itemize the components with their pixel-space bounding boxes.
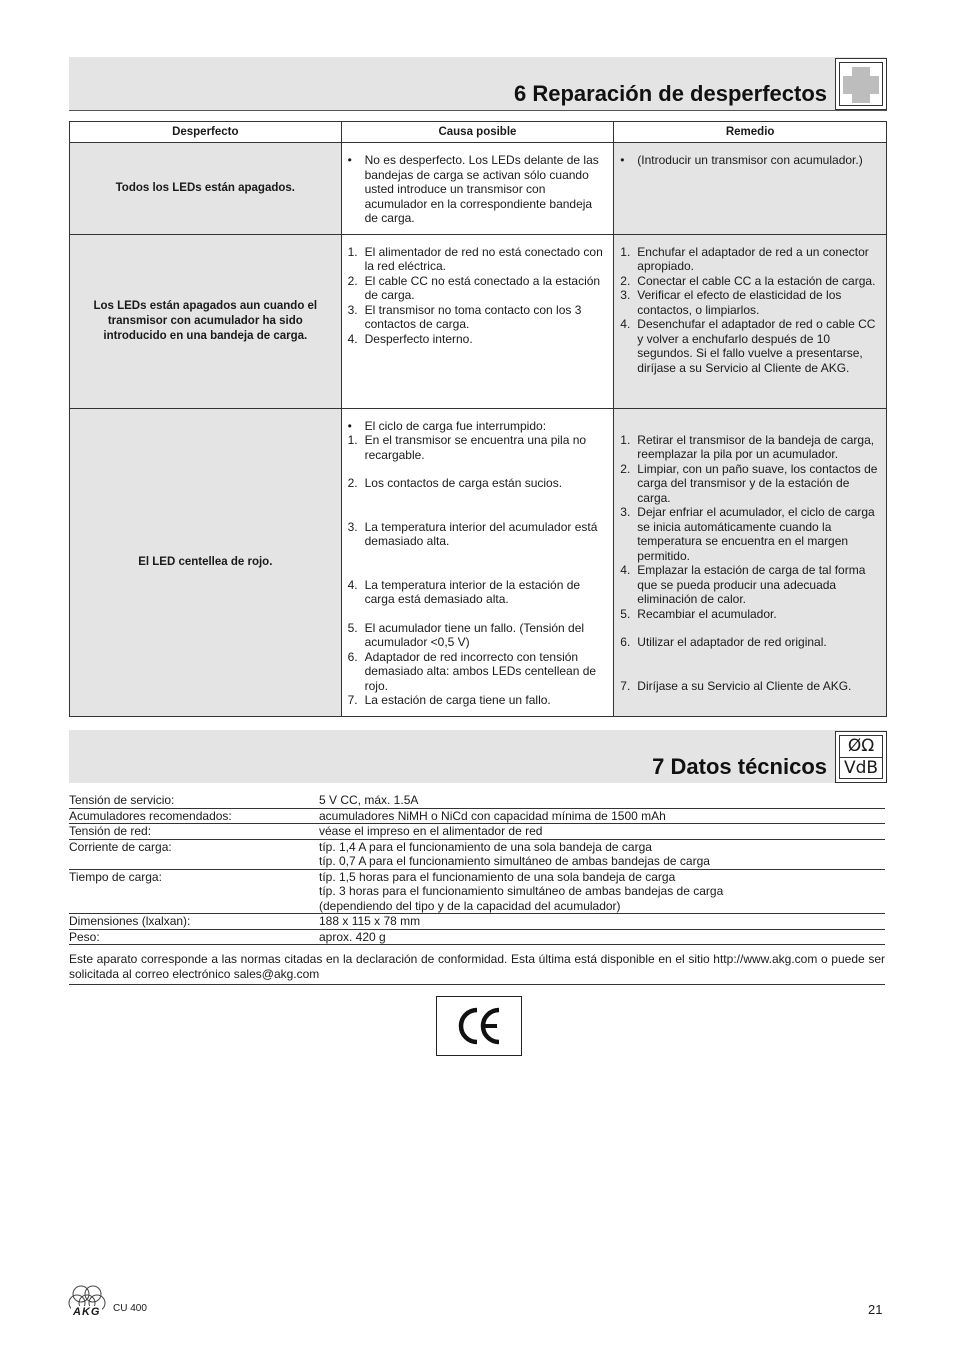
akg-logo-icon — [68, 1284, 108, 1320]
list-marker: 5. — [620, 606, 631, 621]
icon-text-bottom: VdB — [843, 758, 879, 778]
list-item-text: El acumulador tiene un fallo. (Tensión del acumulador <0,5 V) — [364, 620, 585, 649]
list-marker: 3. — [347, 302, 358, 317]
table-row — [70, 143, 887, 235]
spec-label: Tensión de servicio: — [69, 793, 175, 807]
remedy-list — [614, 143, 886, 176]
list-marker: 1. — [347, 433, 358, 447]
list-item — [346, 153, 608, 226]
list-marker: 5. — [347, 620, 358, 635]
remedy-cell — [614, 143, 887, 235]
cause-list — [342, 235, 614, 355]
spec-row — [69, 870, 885, 915]
column-header-cause: Causa posible — [341, 122, 614, 143]
column-header-problem: Desperfecto — [70, 122, 342, 143]
list-item-text: Desperfecto interno. — [364, 331, 473, 346]
list-marker: 3. — [347, 519, 358, 534]
cause-cell — [341, 143, 614, 235]
conformity-note: Este aparato corresponde a las normas citadas en la declaración de conformidad. Esta última está disponible en el sitio http://www.akg.com o puede ser solicitada al correo electrónico sales@akg.com — [69, 952, 885, 985]
list-item-text: Desenchufar el adaptador de red o cable CC y volver a enchufarlo después de 10 segundos. Si el fallo vuelve a presentarse, diríjase a su Servicio al Cliente de AKG. — [637, 317, 876, 375]
spec-label: Dimensiones (lxalxan): — [69, 914, 191, 928]
akg-logo-text: AKG — [73, 1306, 101, 1318]
spec-row — [69, 809, 885, 825]
list-item — [618, 153, 880, 168]
list-marker: 6. — [347, 649, 358, 664]
list-item-text: El ciclo de carga fue interrumpido: — [364, 418, 547, 433]
cause-cell — [341, 234, 614, 408]
remedy-list — [614, 235, 886, 384]
list-item-text: Recambiar el acumulador. — [637, 606, 777, 621]
problem-cell: Los LEDs están apagados aun cuando el transmisor con acumulador ha sido introducido en una bandeja de carga. — [70, 234, 342, 408]
problem-cell: El LED centellea de rojo. — [70, 408, 342, 716]
list-item — [346, 332, 608, 347]
list-item-text: Emplazar la estación de carga de tal forma que se pueda producir una adecuada eliminación de calor. — [637, 563, 866, 606]
list-item — [618, 462, 880, 506]
table-header-row — [70, 122, 887, 143]
list-item-text: Utilizar el adaptador de red original. — [637, 635, 827, 649]
list-marker: 2. — [347, 476, 358, 490]
list-item-text: Conectar el cable CC a la estación de carga. — [637, 273, 876, 288]
spec-label: Corriente de carga: — [69, 839, 172, 854]
list-item — [346, 520, 608, 549]
list-marker: 4. — [347, 331, 358, 346]
list-item — [346, 303, 608, 332]
cause-cell — [341, 408, 614, 716]
list-item-text: Retirar el transmisor de la bandeja de carga, reemplazar la pila por un acumulador. — [637, 432, 875, 461]
list-marker: 3. — [620, 288, 631, 302]
list-item — [618, 607, 880, 622]
remedy-cell — [614, 234, 887, 408]
icon-text-top: ØΩ — [840, 736, 882, 758]
list-item-text: Limpiar, con un paño suave, los contactos de carga del transmisor y de la estación de carga. — [637, 461, 878, 505]
spec-value: aprox. 420 g — [319, 929, 386, 944]
list-item — [618, 288, 880, 317]
list-marker: 4. — [620, 563, 631, 577]
list-item — [618, 635, 880, 650]
list-marker: 2. — [620, 461, 631, 476]
list-item-text: Diríjase a su Servicio al Cliente de AKG. — [637, 678, 852, 693]
list-item — [346, 245, 608, 274]
list-item-text: En el transmisor se encuentra una pila no recargable. — [364, 433, 587, 462]
problem-cell: Todos los LEDs están apagados. — [70, 143, 342, 235]
list-marker: 7. — [347, 693, 358, 707]
list-item-text: El transmisor no toma contacto con los 3 contactos de carga. — [364, 302, 582, 331]
spec-row — [69, 914, 885, 930]
spec-value: véase el impreso en el alimentador de red — [319, 824, 543, 838]
list-item — [346, 578, 608, 607]
list-item-text: La temperatura interior de la estación de carga está demasiado alta. — [364, 577, 581, 606]
spec-row — [69, 824, 885, 840]
section-7-header — [69, 730, 887, 783]
list-item — [346, 476, 608, 491]
list-item — [618, 245, 880, 274]
troubleshooting-table — [69, 121, 887, 717]
spec-row — [69, 793, 885, 809]
spec-label: Tiempo de carga: — [69, 869, 162, 884]
spec-value: típ. 1,4 A para el funcionamiento de una sola bandeja de carga típ. 0,7 A para el funcionamiento simultáneo de ambas bandejas de carga — [319, 839, 710, 868]
spec-value: acumuladores NiMH o NiCd con capacidad mínima de 1500 mAh — [319, 808, 666, 823]
list-item — [618, 317, 880, 375]
list-item — [346, 650, 608, 694]
list-item-text: Los contactos de carga están sucios. — [364, 476, 563, 490]
spec-row — [69, 930, 885, 946]
first-aid-cross-icon — [835, 58, 887, 110]
list-item-text: El cable CC no está conectado a la estación de carga. — [364, 273, 601, 302]
list-item-text: Verificar el efecto de elasticidad de los contactos, o limpiarlos. — [637, 288, 842, 317]
page-number: 21 — [868, 1302, 883, 1317]
list-item-text: Dejar enfriar el acumulador, el ciclo de carga se inicia automáticamente cuando la temperatura se encuentra en el margen permitido. — [637, 505, 875, 563]
list-item-text: El alimentador de red no está conectado con la red eléctrica. — [364, 244, 603, 273]
list-marker: 1. — [347, 244, 358, 259]
cause-list — [342, 143, 614, 234]
spec-value: 188 x 115 x 78 mm — [319, 914, 421, 928]
list-marker: 1. — [620, 244, 631, 259]
spec-label: Acumuladores recomendados: — [69, 808, 232, 823]
list-item-text: No es desperfecto. Los LEDs delante de las bandejas de carga se activan sólo cuando usted introduce un transmisor con acumulador en la correspondiente bandeja de carga. — [364, 153, 599, 225]
section-6-header — [69, 57, 887, 111]
spec-label: Tensión de red: — [69, 824, 152, 838]
list-marker: 4. — [347, 577, 358, 592]
list-marker: 7. — [620, 678, 631, 693]
ce-mark-icon — [436, 996, 522, 1056]
measurement-symbols-icon — [835, 731, 887, 783]
list-marker: 2. — [347, 273, 358, 288]
list-marker: • — [620, 153, 625, 167]
list-marker: • — [347, 153, 352, 167]
remedy-list — [614, 409, 886, 702]
section-6-title: 6 Reparación de desperfectos — [513, 81, 827, 106]
list-marker: 3. — [620, 505, 631, 519]
list-item — [618, 433, 880, 462]
list-item — [618, 274, 880, 289]
column-header-remedy: Remedio — [614, 122, 887, 143]
spec-value: típ. 1,5 horas para el funcionamiento de una sola bandeja de carga típ. 3 horas para el funcionamiento simultáneo de ambas bandejas de carga (dependiendo del tipo y de la capacidad del acumulador) — [319, 869, 724, 913]
spec-label: Peso: — [69, 929, 100, 944]
list-item-text: Adaptador de red incorrecto con tensión demasiado alta: ambos LEDs centellean de rojo. — [364, 649, 597, 693]
list-marker: 4. — [620, 317, 631, 331]
list-item — [346, 274, 608, 303]
list-item — [346, 693, 608, 708]
list-item-text: La estación de carga tiene un fallo. — [364, 693, 551, 707]
list-item — [346, 433, 608, 462]
table-row — [70, 408, 887, 716]
list-item — [346, 419, 608, 434]
technical-data-table — [69, 793, 885, 945]
footer-model: CU 400 — [113, 1303, 147, 1314]
list-marker: 2. — [620, 273, 631, 288]
cause-list — [342, 409, 614, 716]
section-7-title: 7 Datos técnicos — [652, 754, 827, 779]
list-item — [346, 621, 608, 650]
list-marker: 1. — [620, 432, 631, 447]
list-item-text: Enchufar el adaptador de red a un conector apropiado. — [637, 244, 869, 273]
spec-row — [69, 840, 885, 870]
spec-value: 5 V CC, máx. 1.5A — [319, 793, 419, 807]
list-marker: 6. — [620, 635, 631, 649]
table-row — [70, 234, 887, 408]
list-item — [618, 505, 880, 563]
list-item-text: La temperatura interior del acumulador está demasiado alta. — [364, 519, 598, 548]
remedy-cell — [614, 408, 887, 716]
list-item-text: (Introducir un transmisor con acumulador.) — [637, 153, 863, 167]
list-item — [618, 563, 880, 607]
list-item — [618, 679, 880, 694]
list-marker: • — [347, 418, 352, 433]
